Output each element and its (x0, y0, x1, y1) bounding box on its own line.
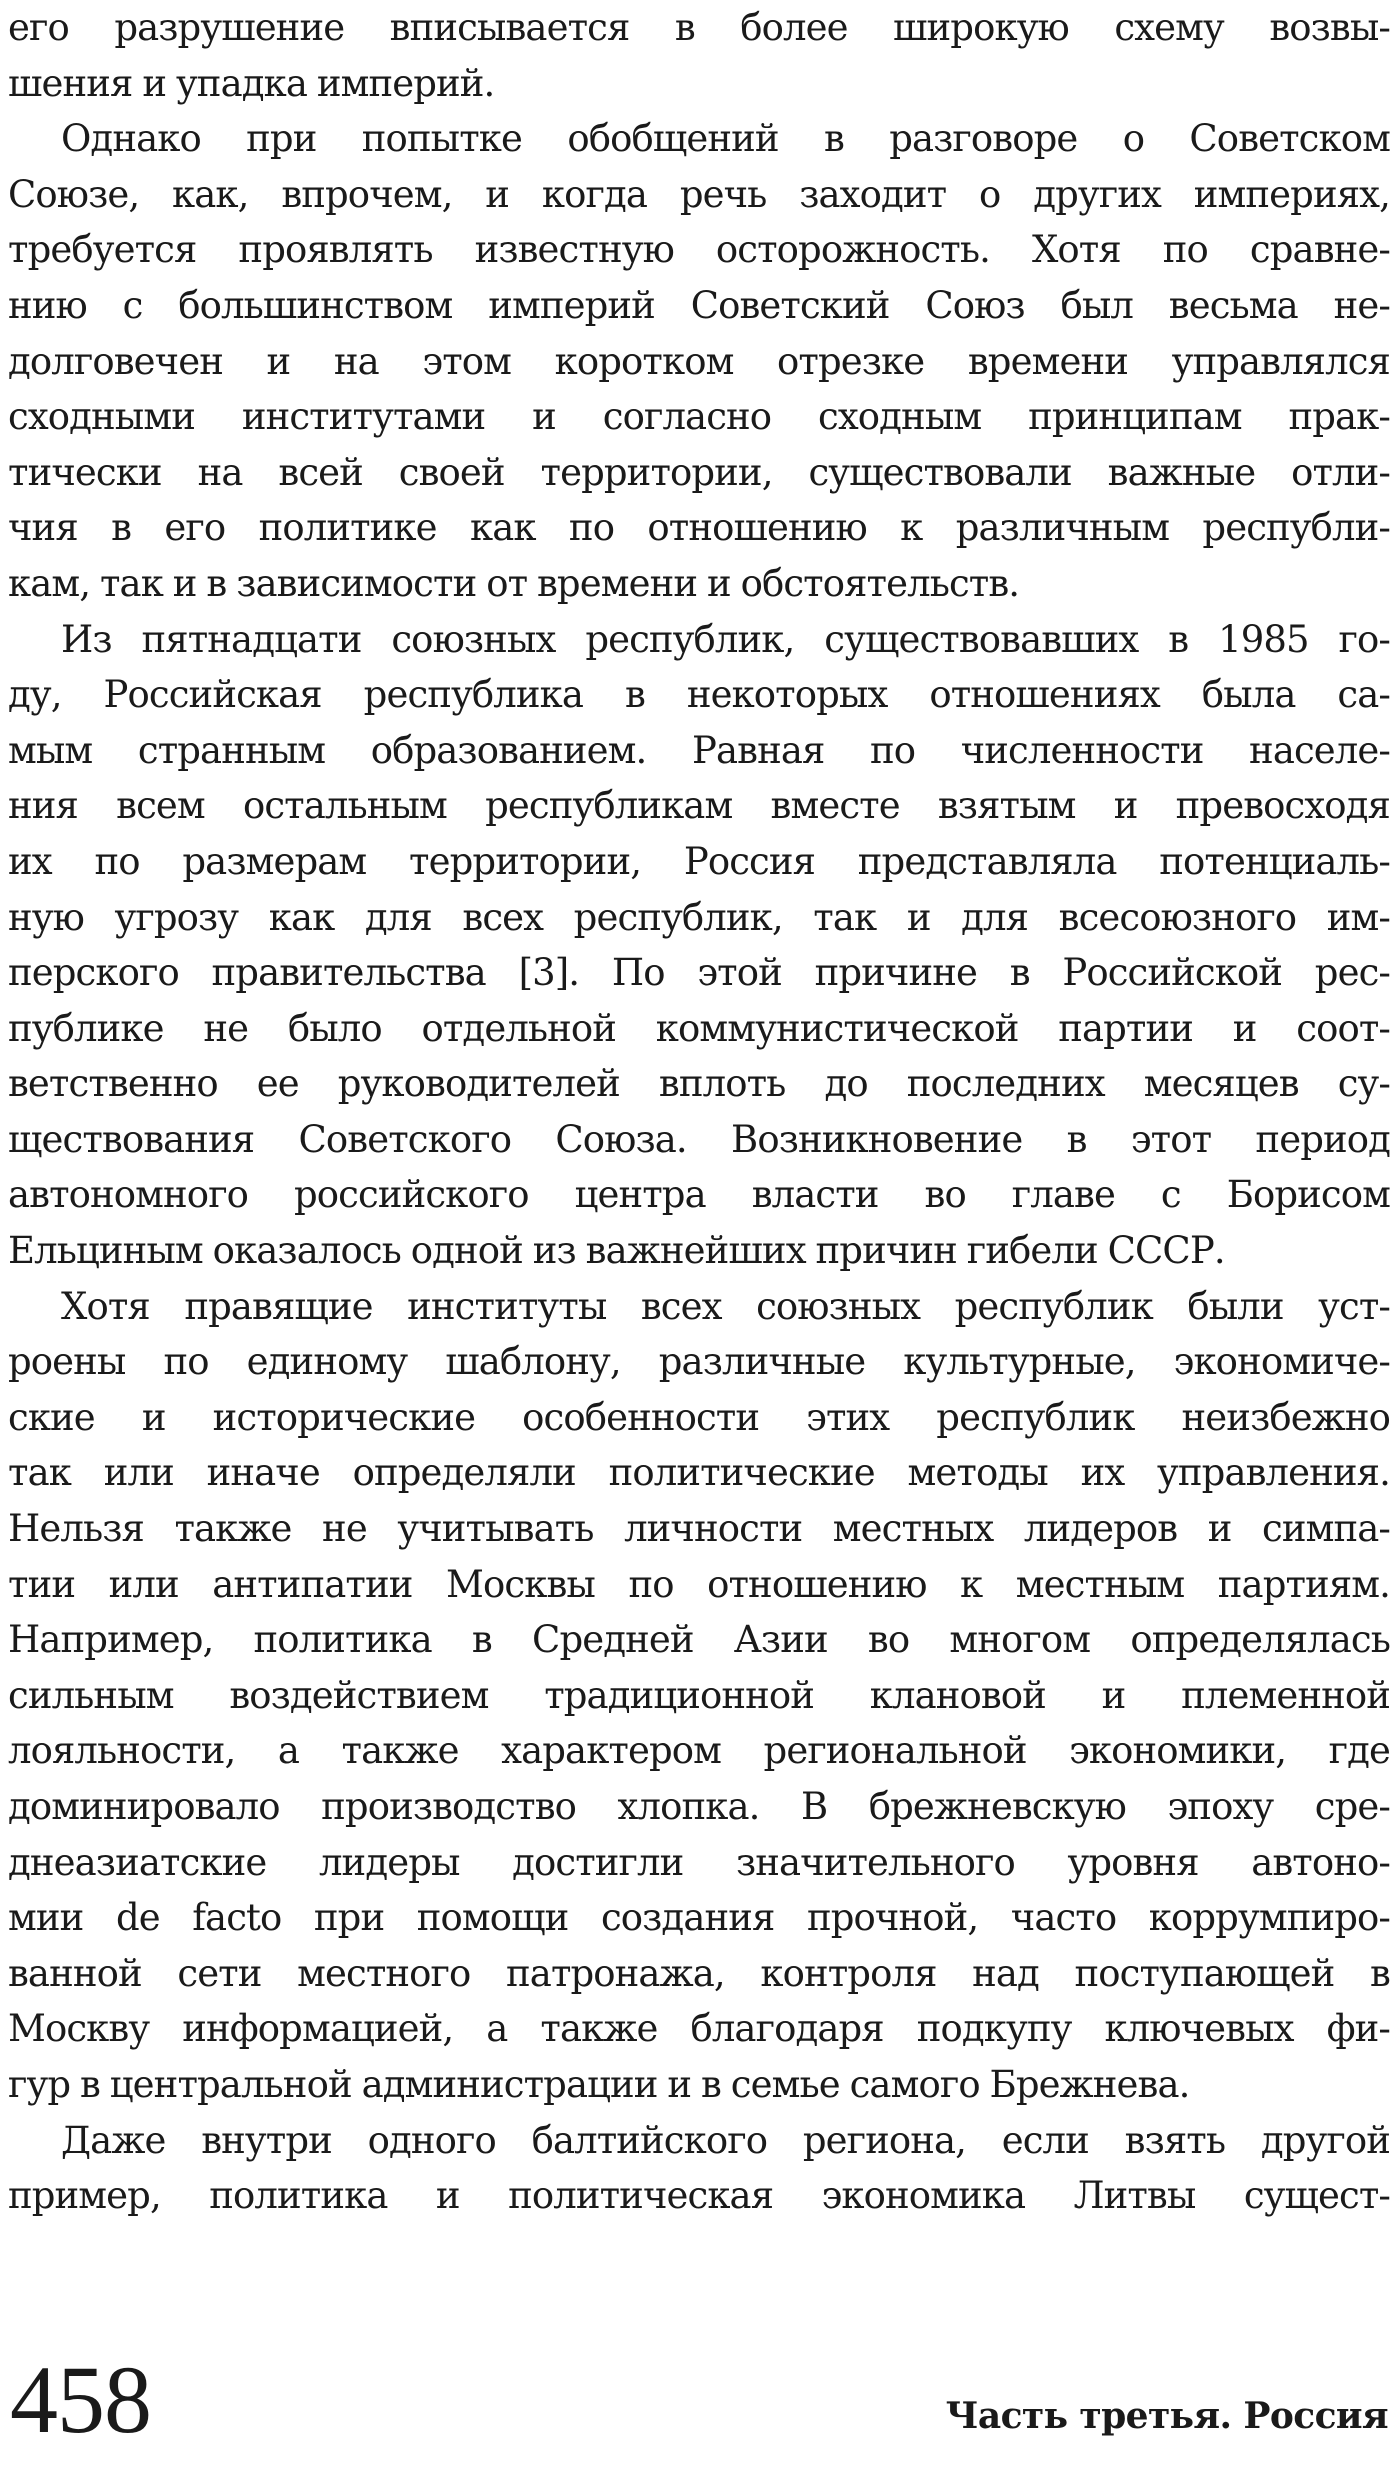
text-line: так или иначе определяли политические методы их управления. (8, 1451, 1390, 1495)
text-line: мым странным образованием. Равная по численности населе- (8, 728, 1390, 772)
text-line: тически на всей своей территории, существовали важные отли- (8, 450, 1390, 494)
text-line: доминировало производство хлопка. В брежневскую эпоху сре- (8, 1785, 1390, 1828)
text-line: публике не было отдельной коммунистической партии и соот- (8, 1006, 1390, 1050)
text-line: автономного российского центра власти во главе с Борисом (8, 1173, 1390, 1217)
text-line: Даже внутри одного балтийского региона, если взять другой (61, 2118, 1390, 2162)
text-line: сильным воздействием традиционной клановой и племенной (8, 1673, 1390, 1717)
text-line: ную угрозу как для всех республик, так и для всесоюзного им- (8, 895, 1390, 939)
text-line: ществования Советского Союза. Возникновение в этот период (8, 1117, 1390, 1161)
paragraph-2 (8, 111, 1390, 611)
text-line: Из пятнадцати союзных республик, существовавших в 1985 го- (61, 617, 1390, 661)
text-line: кам, так и в зависимости от времени и обстоятельств. (8, 561, 1020, 605)
paragraph-3 (8, 612, 1390, 1279)
text-line: Однако при попытке обобщений в разговоре о Советском (61, 117, 1390, 161)
paragraph-4 (8, 1279, 1390, 2113)
text-line: днеазиатские лидеры достигли значительного уровня автоно- (8, 1840, 1390, 1884)
text-line: тии или антипатии Москвы по отношению к местным партиям. (8, 1562, 1390, 1606)
text-line: Нельзя также не учитывать личности местных лидеров и симпа- (8, 1507, 1390, 1551)
text-line: ния всем остальным республикам вместе взятым и превосходя (8, 784, 1390, 828)
text-line: долговечен и на этом коротком отрезке времени управлялся (8, 339, 1390, 383)
text-line: нию с большинством империй Советский Союз был весьма не- (8, 283, 1390, 327)
text-line: роены по единому шаблону, различные культурные, экономиче- (8, 1340, 1390, 1384)
text-line: Москву информацией, а также благодаря подкупу ключевых фи- (8, 2007, 1390, 2051)
text-line: сходными институтами и согласно сходным принципам прак- (8, 395, 1390, 439)
paragraph-5 (8, 2113, 1390, 2224)
text-line: Союзе, как, впрочем, и когда речь заходит о других империях, (8, 172, 1390, 216)
text-line: ду, Российская республика в некоторых отношениях была са- (8, 673, 1390, 717)
text-line: мии de facto при помощи создания прочной, часто коррумпиро- (8, 1896, 1390, 1940)
text-line: требуется проявлять известную осторожность. Хотя по сравне- (8, 228, 1390, 272)
body-text (8, 0, 1390, 2224)
text-line: Например, политика в Средней Азии во многом определялась (8, 1618, 1390, 1662)
text-line: их по размерам территории, Россия представляла потенциаль- (8, 839, 1390, 883)
text-line: перского правительства [3]. По этой причине в Российской рес- (8, 951, 1390, 995)
paragraph-1 (8, 0, 1390, 111)
text-line: гур в центральной администрации и в семье самого Брежнева. (8, 2062, 1190, 2106)
text-line: Хотя правящие институты всех союзных республик были уст- (61, 1284, 1390, 1328)
text-line: ветственно ее руководителей вплоть до последних месяцев су- (8, 1062, 1390, 1106)
text-line: шения и упадка империй. (8, 61, 495, 105)
page-number: 458 (10, 2346, 151, 2453)
text-line: ские и исторические особенности этих республик неизбежно (8, 1395, 1390, 1439)
text-line: ванной сети местного патронажа, контроля над поступающей в (8, 1951, 1390, 1995)
text-line: чия в его политике как по отношению к различным республи- (8, 506, 1390, 550)
text-line: лояльности, а также характером региональной экономики, где (8, 1729, 1390, 1773)
text-line: Ельциным оказалось одной из важнейших причин гибели СССР. (8, 1229, 1225, 1273)
running-title: Часть третья. Россия (945, 2395, 1388, 2437)
text-line: пример, политика и политическая экономика Литвы сущест- (8, 2174, 1390, 2218)
text-line: его разрушение вписывается в более широкую схему возвы- (8, 6, 1390, 49)
page-footer (0, 2346, 1398, 2460)
